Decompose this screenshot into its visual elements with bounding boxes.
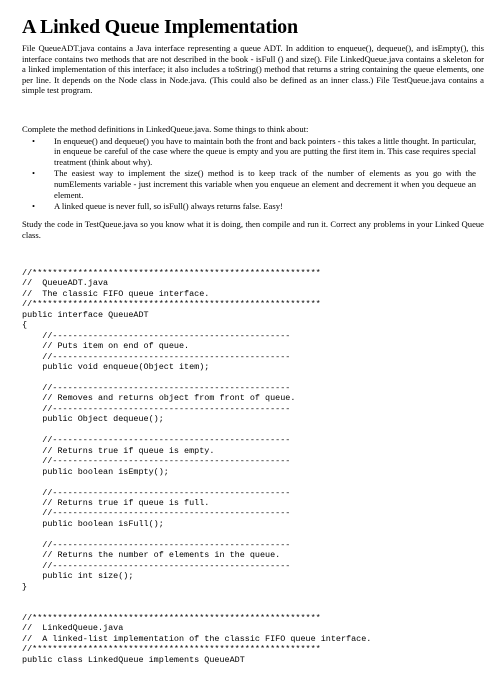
- study-text: Study the code in TestQueue.java so you know what it is doing, then compile and run it. Correct any problems in your Linked Queue class.: [22, 219, 484, 240]
- hint-item-enqueue: • In enqueue() and dequeue() you have to maintain both the front and back pointers - this takes a little thought. In particular, in enqueue be careful of the case where the queue is empty and you are putting the first item in. This case requires special treatment (think about why).: [54, 136, 484, 168]
- complete-lead-text: Complete the method definitions in LinkedQueue.java. Some things to think about:: [22, 124, 309, 134]
- hints-list: [22, 136, 484, 212]
- code-listing: //********************************************************* // QueueADT.java // The classic FIFO queue interface. //********************************************************* public interface QueueADT { //----------------------------------------------- // Puts item on end of queue. //----------------------------------------------- public void enqueue(Object item); //----------------------------------------------- // Removes and returns object from front of queue. //----------------------------------------------- public Object dequeue(); //----------------------------------------------- // Returns true if queue is empty. //----------------------------------------------- public boolean isEmpty(); //----------------------------------------------- // Returns true if queue is full. //----------------------------------------------- public boolean isFull(); //----------------------------------------------- // Returns the number of elements in the queue. //----------------------------------------------- public int size(); } //********************************************************* // LinkedQueue.java // A linked-list implementation of the classic FIFO queue interface. //********************************************************* public class LinkedQueue implements QueueADT: [22, 268, 372, 665]
- instructions-section: [22, 124, 484, 213]
- intro-paragraph: [22, 43, 484, 96]
- intro-text: File QueueADT.java contains a Java interface representing a queue ADT. In addition to enqueue(), dequeue(), and isEmpty(), this interface contains two methods that are not described in the book - isFull () and size(). File LinkedQueue.java contains a skeleton for a linked implementation of this interface; it also includes a toString() method that returns a string containing the queue elements, one per line. It depends on the Node class in Node.java. (This could also be defined as an inner class.) File TestQueue.java contains a simple test program.: [22, 43, 484, 96]
- hint-item-size: • The easiest way to implement the size() method is to keep track of the number of elements as you go with the numElements variable - just increment this variable when you enqueue an element and decrement it when you dequeue an element.: [54, 168, 484, 200]
- page-title: A Linked Queue Implementation: [22, 16, 298, 38]
- hint-item-isfull: • A linked queue is never full, so isFull() always returns false. Easy!: [54, 201, 484, 212]
- study-paragraph: [22, 219, 484, 240]
